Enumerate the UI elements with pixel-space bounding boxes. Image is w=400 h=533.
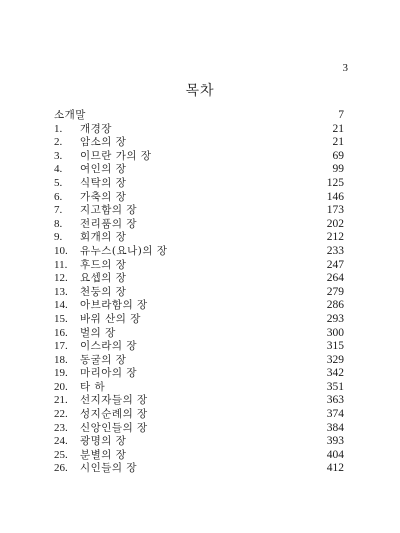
toc-entry-page: 374 bbox=[326, 408, 344, 421]
toc-entry-number: 22. bbox=[54, 408, 68, 421]
toc-entry bbox=[54, 191, 344, 205]
toc-entry-page: 279 bbox=[326, 285, 344, 298]
toc-entry-number: 19. bbox=[54, 367, 68, 380]
toc-entry-page: 393 bbox=[326, 435, 344, 448]
toc-entry-page: 69 bbox=[332, 149, 344, 162]
toc-entry-number: 3. bbox=[54, 149, 63, 162]
toc-entry-number: 12. bbox=[54, 272, 68, 285]
toc-entry-number: 4. bbox=[54, 163, 63, 176]
toc-entry bbox=[54, 245, 344, 259]
toc-entry-page: 342 bbox=[326, 367, 344, 380]
toc-entry-number: 16. bbox=[54, 326, 68, 339]
toc-entry bbox=[54, 272, 344, 286]
toc-entry-page: 404 bbox=[326, 448, 344, 461]
toc-entry-number: 10. bbox=[54, 244, 68, 257]
toc-entries bbox=[54, 123, 344, 476]
toc-entry-page: 329 bbox=[326, 353, 344, 366]
toc-entry-page: 412 bbox=[326, 462, 344, 475]
toc-entry bbox=[54, 123, 344, 137]
toc-entry-number: 15. bbox=[54, 312, 68, 325]
toc-entry bbox=[54, 299, 344, 313]
toc-entry-label: 선지자들의 장 bbox=[80, 394, 148, 407]
toc-entry-page: 7 bbox=[338, 109, 344, 121]
toc-entry-label: 개경장 bbox=[80, 122, 112, 135]
toc-entry-number: 13. bbox=[54, 285, 68, 298]
toc-entry bbox=[54, 177, 344, 191]
toc-entry-label: 유누스(요나)의 장 bbox=[80, 244, 168, 257]
toc-entry-number: 25. bbox=[54, 448, 68, 461]
toc-entry-number: 6. bbox=[54, 190, 63, 203]
toc-entry-number: 8. bbox=[54, 217, 63, 230]
toc-entry-label: 회개의 장 bbox=[80, 231, 127, 244]
toc-entry-label: 이므란 가의 장 bbox=[80, 149, 152, 162]
toc-entry-page: 173 bbox=[326, 204, 344, 217]
toc-entry-page: 21 bbox=[332, 122, 344, 135]
toc-entry-label: 아브라함의 장 bbox=[80, 299, 148, 312]
toc-entry bbox=[54, 259, 344, 273]
toc-entry-label: 바위 산의 장 bbox=[80, 312, 141, 325]
toc-entry-label: 후드의 장 bbox=[80, 258, 127, 271]
toc-entry bbox=[54, 449, 344, 463]
table-of-contents bbox=[54, 109, 344, 476]
toc-entry bbox=[54, 150, 344, 164]
toc-entry-label: 암소의 장 bbox=[80, 136, 127, 149]
toc-entry-page: 99 bbox=[332, 163, 344, 176]
toc-entry-number: 17. bbox=[54, 340, 68, 353]
toc-entry-label: 식탁의 장 bbox=[80, 176, 127, 189]
toc-entry-page: 384 bbox=[326, 421, 344, 434]
toc-entry bbox=[54, 435, 344, 449]
toc-entry bbox=[54, 462, 344, 476]
toc-entry-label: 벌의 장 bbox=[80, 326, 116, 339]
toc-entry bbox=[54, 422, 344, 436]
toc-entry-page: 286 bbox=[326, 299, 344, 312]
toc-entry bbox=[54, 408, 344, 422]
toc-entry-label: 전리품의 장 bbox=[80, 217, 138, 230]
toc-entry-label: 타 하 bbox=[80, 380, 106, 393]
toc-entry bbox=[54, 354, 344, 368]
toc-entry-number: 21. bbox=[54, 394, 68, 407]
toc-entry bbox=[54, 394, 344, 408]
toc-entry-number: 5. bbox=[54, 176, 63, 189]
toc-entry bbox=[54, 340, 344, 354]
toc-entry-label: 이스라의 장 bbox=[80, 340, 138, 353]
toc-entry bbox=[54, 313, 344, 327]
toc-entry-page: 202 bbox=[326, 217, 344, 230]
toc-entry-number: 23. bbox=[54, 421, 68, 434]
toc-entry-label: 요셉의 장 bbox=[80, 272, 127, 285]
toc-entry-number: 7. bbox=[54, 204, 63, 217]
toc-entry bbox=[54, 204, 344, 218]
toc-entry-label: 소개말 bbox=[54, 109, 86, 121]
toc-entry-label: 동굴의 장 bbox=[80, 353, 127, 366]
toc-entry-page: 212 bbox=[326, 231, 344, 244]
page-number: 3 bbox=[342, 62, 348, 74]
toc-entry-number: 14. bbox=[54, 299, 68, 312]
toc-entry bbox=[54, 136, 344, 150]
toc-entry-number: 18. bbox=[54, 353, 68, 366]
toc-entry-page: 351 bbox=[326, 380, 344, 393]
toc-entry-number: 11. bbox=[54, 258, 68, 271]
toc-entry bbox=[54, 163, 344, 177]
toc-entry-label: 천둥의 장 bbox=[80, 285, 127, 298]
toc-entry-page: 125 bbox=[326, 176, 344, 189]
toc-entry bbox=[54, 231, 344, 245]
toc-entry bbox=[54, 218, 344, 232]
toc-entry-page: 146 bbox=[326, 190, 344, 203]
toc-entry-number: 1. bbox=[54, 122, 63, 135]
toc-entry-number: 9. bbox=[54, 231, 63, 244]
toc-entry-label: 마리아의 장 bbox=[80, 367, 138, 380]
toc-entry-page: 300 bbox=[326, 326, 344, 339]
toc-entry-page: 247 bbox=[326, 258, 344, 271]
toc-entry-page: 315 bbox=[326, 340, 344, 353]
toc-entry-page: 363 bbox=[326, 394, 344, 407]
page-title: 목차 bbox=[185, 83, 215, 99]
toc-entry-label: 가축의 장 bbox=[80, 190, 127, 203]
toc-entry-number: 2. bbox=[54, 136, 63, 149]
toc-entry-page: 264 bbox=[326, 272, 344, 285]
toc-entry-label: 지고함의 장 bbox=[80, 204, 138, 217]
toc-entry bbox=[54, 327, 344, 341]
toc-entry-label: 여인의 장 bbox=[80, 163, 127, 176]
toc-entry bbox=[54, 381, 344, 395]
toc-entry-page: 21 bbox=[332, 136, 344, 149]
toc-entry-number: 24. bbox=[54, 435, 68, 448]
toc-entry-page: 293 bbox=[326, 312, 344, 325]
toc-entry-number: 20. bbox=[54, 380, 68, 393]
toc-entry bbox=[54, 367, 344, 381]
toc-entry-page: 233 bbox=[326, 244, 344, 257]
toc-entry-label: 광명의 장 bbox=[80, 435, 127, 448]
toc-entry-label: 성지순례의 장 bbox=[80, 408, 148, 421]
toc-intro-row bbox=[54, 109, 344, 123]
toc-entry-number: 26. bbox=[54, 462, 68, 475]
toc-entry-label: 시인들의 장 bbox=[80, 462, 138, 475]
toc-entry-label: 신앙인들의 장 bbox=[80, 421, 148, 434]
toc-entry-label: 분별의 장 bbox=[80, 448, 127, 461]
toc-entry bbox=[54, 286, 344, 300]
